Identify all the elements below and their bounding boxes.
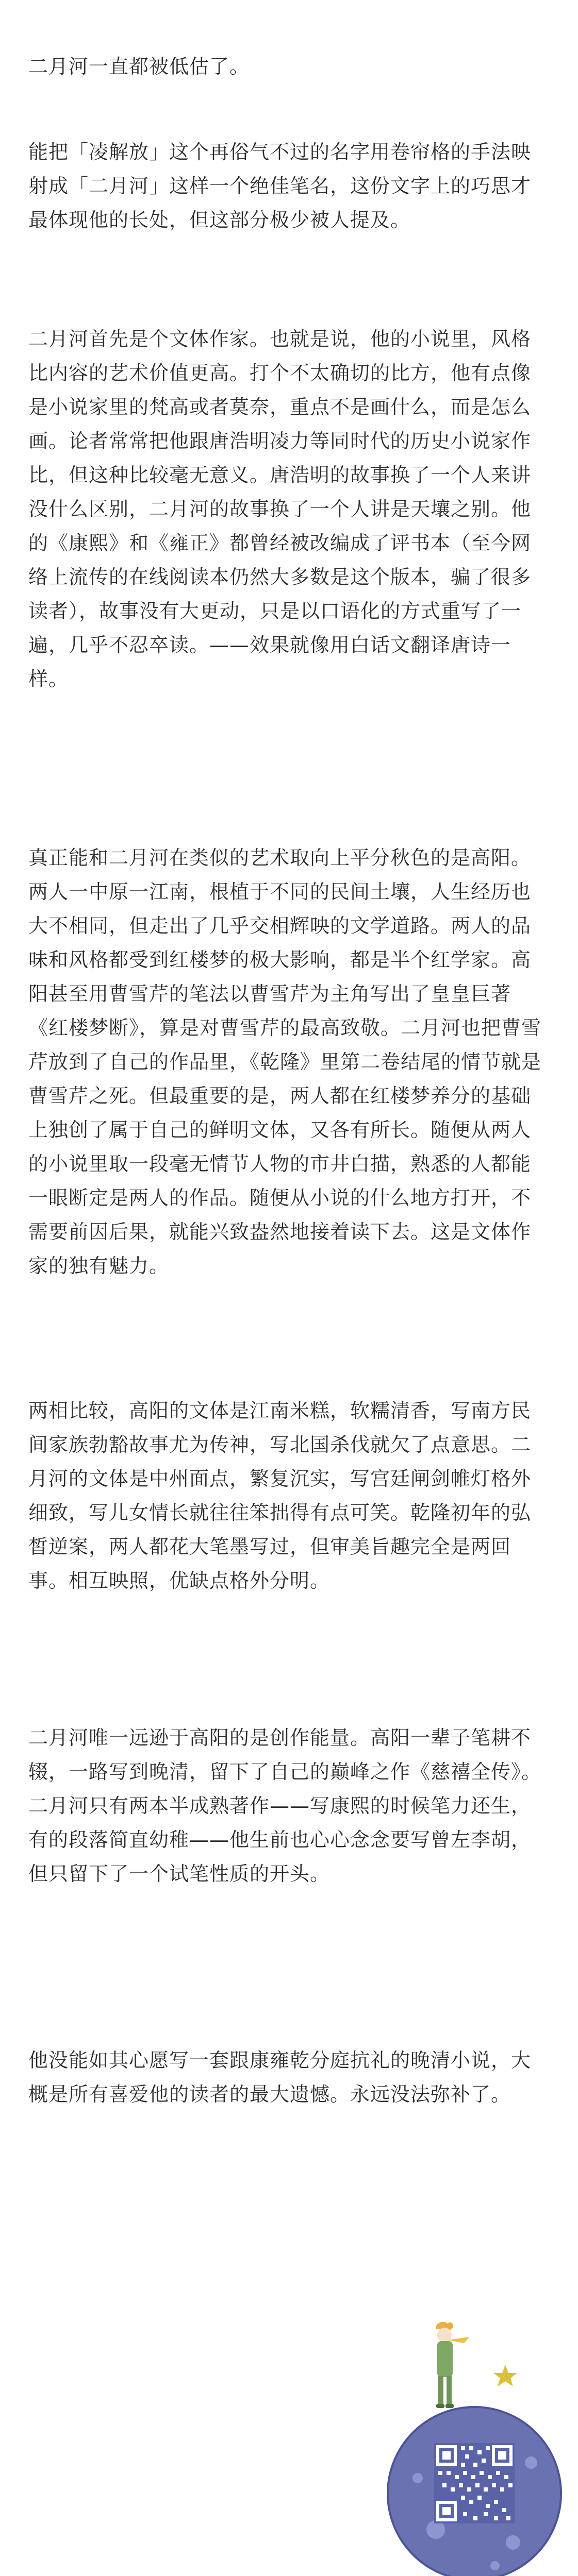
planet-qr-illustration — [387, 2308, 572, 2576]
paragraph-1: 二月河一直都被低估了。 — [28, 55, 250, 78]
paragraph-2: 能把「凌解放」这个再俗气不过的名字用卷帘格的手法映射成「二月河」这样一个绝佳笔名，这份文字上的巧思才最体现他的长处，但这部分极少被人提及。 — [28, 141, 532, 231]
qr-code-icon — [434, 2443, 515, 2523]
paragraph-4: 真正能和二月河在类似的艺术取向上平分秋色的是高阳。两人一中原一江南，根植于不同的民间土壤，人生经历也大不相同，但走出了几乎交相辉映的文学道路。两人的品味和风格都受到红楼梦的极大影响，都是半个红学家。高阳甚至用曹雪芹的笔法以曹雪芹为主角写出了皇皇巨著《红楼梦断》，算是对曹雪芹的最高致敬。二月河也把曹雪芹放到了自己的作品里，《乾隆》里第二卷结尾的情节就是曹雪芹之死。但最重要的是，两人都在红楼梦养分的基础上独创了属于自己的鲜明文体，又各有所长。随便从两人的小说里取一段毫无情节人物的市井白描，熟悉的人都能一眼断定是两人的作品。随便从小说的什么地方打开，不需要前因后果，就能兴致盎然地接着读下去。这是文体作家的独有魅力。 — [28, 846, 542, 1277]
paragraph-3: 二月河首先是个文体作家。也就是说，他的小说里，风格比内容的艺术价值更高。打个不太确切的比方，他有点像是小说家里的梵高或者莫奈，重点不是画什么，而是怎么画。论者常常把他跟唐浩明凌力等同时代的历史小说家作比，但这种比较毫无意义。唐浩明的故事换了一个人来讲没什么区别，二月河的故事换了一个人讲是天壤之别。他的《康熙》和《雍正》都曾经被改编成了评书本（至今网络上流传的在线阅读本仍然大多数是这个版本，骗了很多读者），故事没有大更动，只是以口语化的方式重写了一遍，几乎不忍卒读。——效果就像用白话文翻译唐诗一样。 — [28, 328, 532, 690]
star-icon — [493, 2365, 517, 2386]
little-prince-planet-qr-icon[interactable] — [387, 2308, 572, 2576]
paragraph-5: 两相比较，高阳的文体是江南米糕，软糯清香，写南方民间家族勃豁故事尤为传神，写北国杀伐就欠了点意思。二月河的文体是中州面点，繁复沉实，写宫廷闸剑帷灯格外细致，写儿女情长就往往笨拙得有点可笑。乾隆初年的弘皙逆案，两人都花大笔墨写过，但审美旨趣完全是两回事。相互映照，优缺点格外分明。 — [28, 1399, 532, 1592]
paragraph-6: 二月河唯一远逊于高阳的是创作能量。高阳一辈子笔耕不辍，一路写到晚清，留下了自己的巅峰之作《慈禧全传》。二月河只有两本半成熟著作——写康熙的时候笔力还生，有的段落简直幼稚——他生前也心心念念要写曾左李胡，但只留下了一个试笔性质的开头。 — [28, 1726, 542, 1885]
little-prince-figure — [436, 2322, 469, 2408]
paragraph-7: 他没能如其心愿写一套跟康雍乾分庭抗礼的晚清小说，大概是所有喜爱他的读者的最大遗憾。永远没法弥补了。 — [28, 2049, 532, 2106]
